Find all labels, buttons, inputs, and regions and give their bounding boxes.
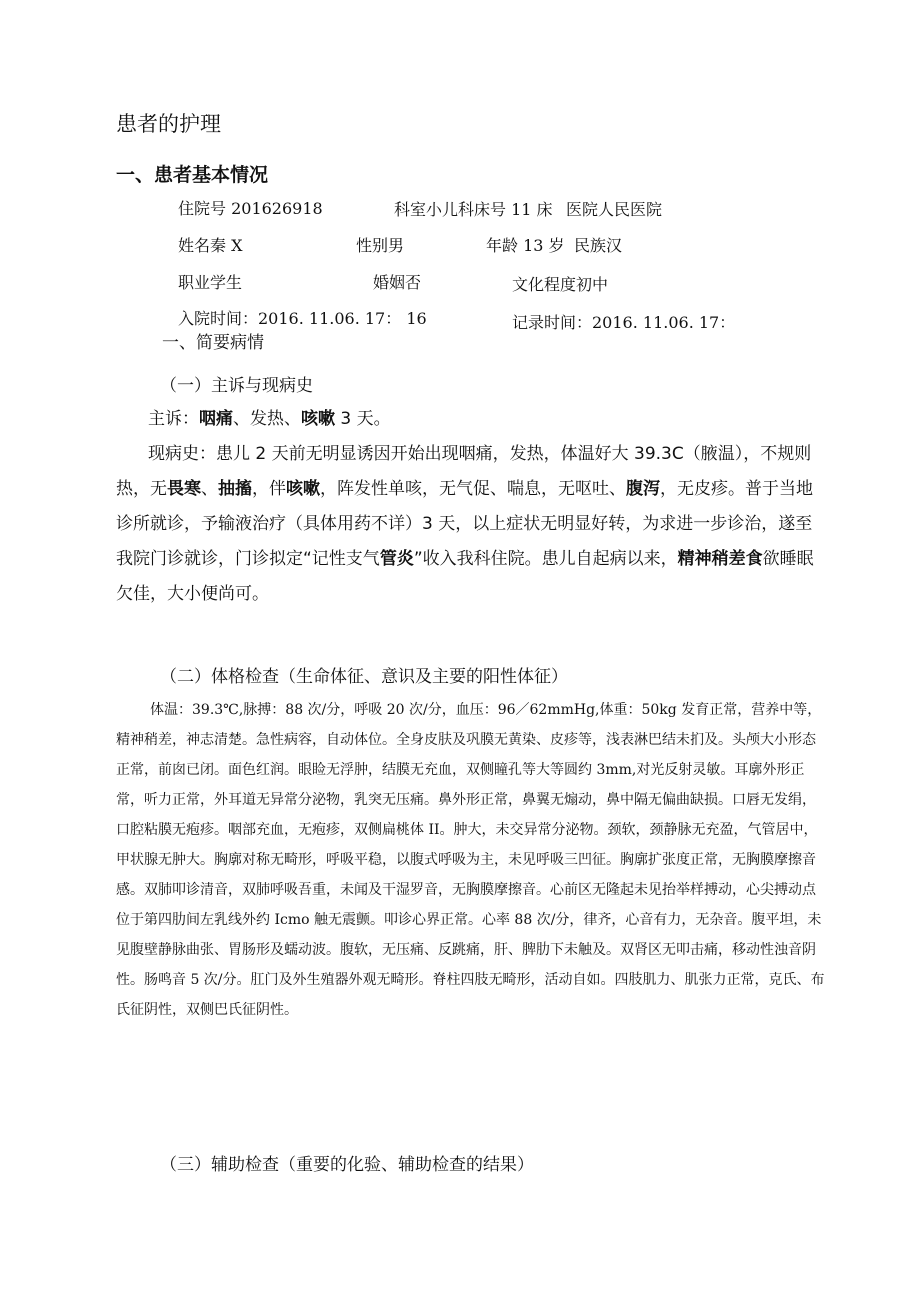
patient-ethnicity: 民族汉 [574, 236, 623, 255]
hpi-text-7: 欲睡眠欠佳，大小便尚可。 [116, 549, 814, 604]
admission-time: 入院时间：2016. 11.06. 17： 16 [178, 309, 427, 328]
section-heading-basic-info: 一、患者基本情况 [116, 164, 269, 186]
hpi-bold-cough: 咳嗽 [286, 479, 320, 499]
hpi-bold-chills: 畏寒 [167, 479, 201, 499]
subheading-auxiliary-exam: （三）辅助检查（重要的化验、辅助检查的结果） [160, 1155, 534, 1175]
hpi-bold-diarrhea: 腹泻 [626, 479, 660, 499]
hpi-bold-convulsion: 抽搐 [218, 479, 252, 499]
hpi-text-4: ，阵发性单咳，无气促、喘息，无呕吐、 [320, 479, 626, 499]
hpi-text-3: ，伴 [252, 479, 286, 499]
admission-number: 住院号 201626918 [178, 199, 323, 218]
subheading-physical-exam: （二）体格检查（生命体征、意识及主要的阳性体征） [160, 667, 568, 687]
patient-age: 年龄 13 岁 [486, 236, 565, 255]
physical-exam-text: 体温：39.3℃,脉搏：88 次/分，呼吸 20 次/分，血压：96／62mmHg,体重：50kg 发育正常，营养中等，精神稍差，神志清楚。急性病容，自动体位。全身皮肤及巩膜无黄染、皮疹等，浅表淋巴结未扪及。头颅大小形态正常，前囱已闭。面色红润。眼睑无浮肿，结膜无充血，双侧瞳孔等大等圆约 3mm,对光反射灵敏。耳廓外形正常，听力正常，外耳道无异常分泌物，乳突无压痛。鼻外形正常，鼻翼无煽动，鼻中隔无偏曲缺损。口唇无发绢，口腔粘膜无疱疹。咽部充血，无疱疹，双侧扁桃体 II。肿大，未交异常分泌物。颈软，颈静脉无充盈，气管居中，甲状腺无肿大。胸廓对称无畸形，呼吸平稳，以腹式呼吸为主，未见呼吸三凹征。胸廓扩张度正常，无胸膜摩擦音感。双肺叩诊清音，双肺呼吸吾重，未闻及干湿罗音，无胸膜摩擦音。心前区无隆起未见抬举样搏动，心尖搏动点位于第四肋间左乳线外约 Icmo 触无震颤。叩诊心界正常。心率 88 次/分，律齐，心音有力，无杂音。腹平坦，未见腹壁静脉曲张、胃肠形及蠕动波。腹软，无压痛、反跳痛，肝、脾肋下未触及。双肾区无叩击痛，移动性浊音阴性。肠鸣音 5 次/分。肛门及外生殖器外观无畸形。脊柱四肢无畸形，活动自如。四肢肌力、肌张力正常，克氏、布氏征阴性，双侧巴氏征阴性。 [116, 702, 825, 1018]
subheading-complaint-history: （一）主诉与现病史 [160, 376, 313, 396]
hpi-text-1: 现病史：患儿 2 天前无明显诱因开始出现咽痛，发热，体温好大 39.3C（腋温），不规则热，无 [116, 444, 812, 499]
patient-gender: 性别男 [356, 236, 405, 255]
patient-occupation: 职业学生 [178, 273, 243, 292]
department-bed: 科室小儿科床号 11 床 [394, 200, 553, 219]
chief-complaint [148, 402, 391, 437]
patient-name: 姓名秦 X [178, 236, 243, 255]
hpi-text-2: 、 [201, 479, 218, 499]
complaint-text-1: 、发热、 [233, 409, 301, 429]
record-time: 记录时间：2016. 11.06. 17： [512, 313, 736, 332]
chief-complaint-label: 主诉： [148, 409, 199, 429]
education-level: 文化程度初中 [512, 275, 609, 294]
present-illness-history [116, 437, 824, 612]
symptom-sore-throat: 咽痛 [199, 409, 233, 429]
hpi-bold-bronchitis: 管炎 [379, 549, 414, 569]
hospital: 医院人民医院 [566, 200, 663, 219]
hpi-text-5: ，无皮疹。普于当地诊所就诊，予输液治疗（具体用药不详）3 天，以上症状无明显好转，为求进一步诊治，遂至我院门诊就诊，门诊拟定“记性支气 [116, 479, 813, 569]
hpi-text-6: ”收入我科住院。患儿自起病以来， [413, 549, 678, 569]
hpi-bold-spirit: 精神稍差食 [677, 549, 763, 569]
section-heading-brief-condition: 一、简要病情 [162, 333, 264, 353]
marital-status: 婚姻否 [373, 273, 422, 292]
symptom-cough: 咳嗽 [301, 409, 335, 429]
document-title: 患者的护理 [116, 112, 221, 136]
complaint-text-2: 3 天。 [335, 409, 391, 429]
